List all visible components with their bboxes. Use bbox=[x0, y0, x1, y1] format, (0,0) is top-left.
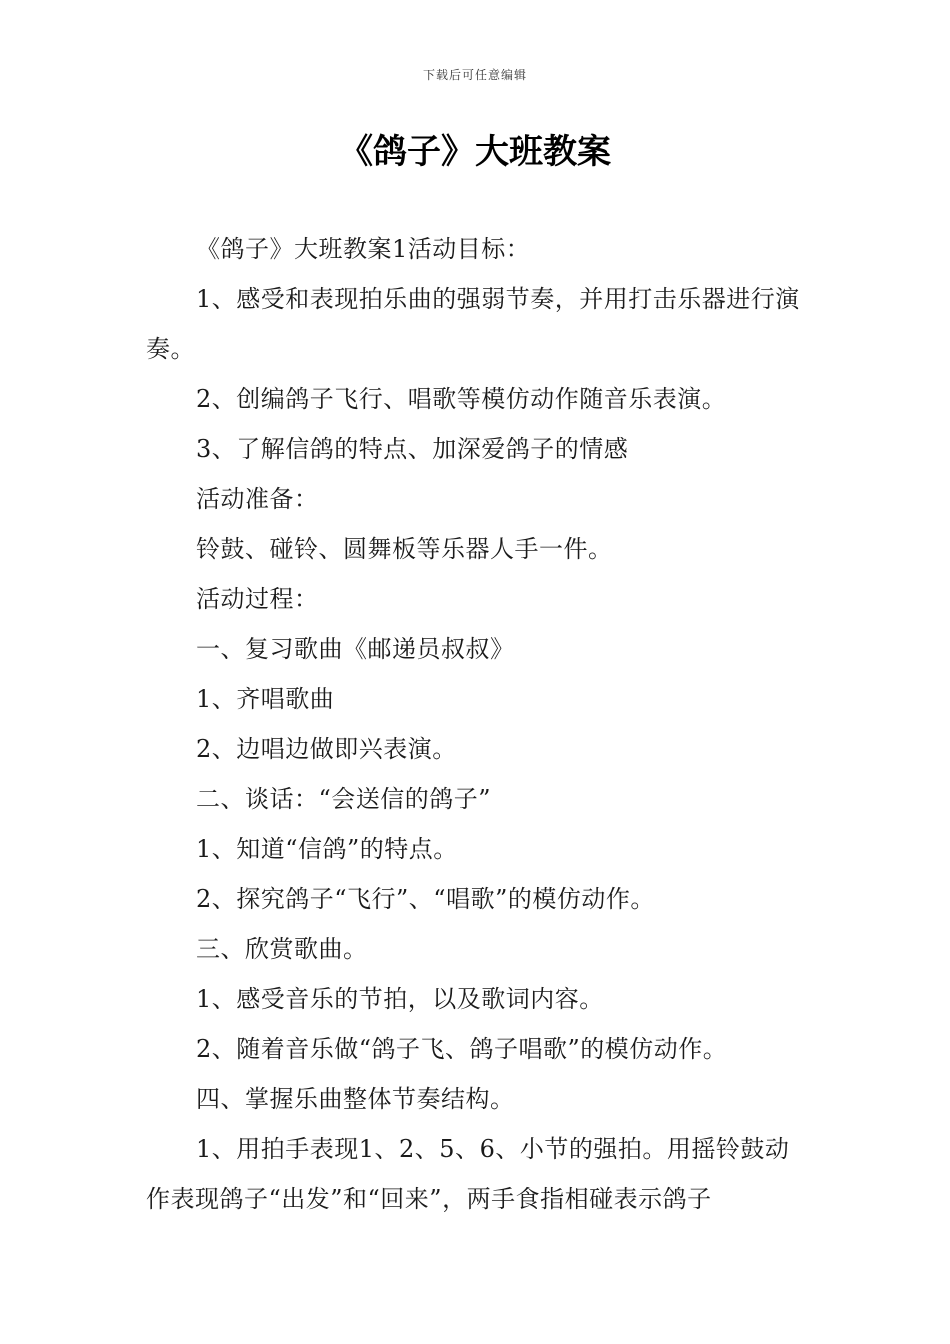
paragraph-section-2: 二、谈话：“会送信的鸽子” bbox=[196, 785, 492, 813]
paragraph-section-3-item-1: 1、感受音乐的节拍，以及歌词内容。 bbox=[196, 985, 604, 1013]
paragraph-section-4: 四、掌握乐曲整体节奏结构。 bbox=[196, 1085, 515, 1113]
document-body bbox=[146, 224, 806, 1224]
paragraph-section-3-item-2: 2、随着音乐做“鸽子飞、鸽子唱歌”的模仿动作。 bbox=[196, 1035, 728, 1063]
paragraph-preparation-heading: 活动准备： bbox=[196, 485, 319, 513]
paragraph-objective-2: 2、创编鸽子飞行、唱歌等模仿动作随音乐表演。 bbox=[196, 385, 727, 413]
paragraph-objective-3: 3、了解信鸽的特点、加深爱鸽子的情感 bbox=[196, 435, 629, 463]
paragraph-section-2-item-2: 2、探究鸽子“飞行”、“唱歌”的模仿动作。 bbox=[196, 885, 655, 913]
paragraph-preparation: 铃鼓、碰铃、圆舞板等乐器人手一件。 bbox=[196, 535, 613, 563]
paragraph-section-4-item-1: 1、用拍手表现1、2、5、6、小节的强拍。用摇铃鼓动作表现鸽子“出发”和“回来”，两手食指相碰表示鸽子 bbox=[146, 1135, 790, 1213]
paragraph-section-2-item-1: 1、知道“信鸽”的特点。 bbox=[196, 835, 458, 863]
paragraph-section-1: 一、复习歌曲《邮递员叔叔》 bbox=[196, 635, 515, 663]
document-title: 《鸽子》大班教案 bbox=[339, 132, 611, 172]
paragraph-objective-1: 1、感受和表现拍乐曲的强弱节奏，并用打击乐器进行演奏。 bbox=[146, 285, 800, 363]
paragraph-objectives-heading: 《鸽子》大班教案1活动目标： bbox=[196, 235, 531, 263]
paragraph-section-3: 三、欣赏歌曲。 bbox=[196, 935, 368, 963]
paragraph-section-1-item-2: 2、边唱边做即兴表演。 bbox=[196, 735, 457, 763]
header-note: 下载后可任意编辑 bbox=[422, 68, 527, 82]
paragraph-section-1-item-1: 1、齐唱歌曲 bbox=[196, 685, 335, 713]
paragraph-process-heading: 活动过程： bbox=[196, 585, 319, 613]
